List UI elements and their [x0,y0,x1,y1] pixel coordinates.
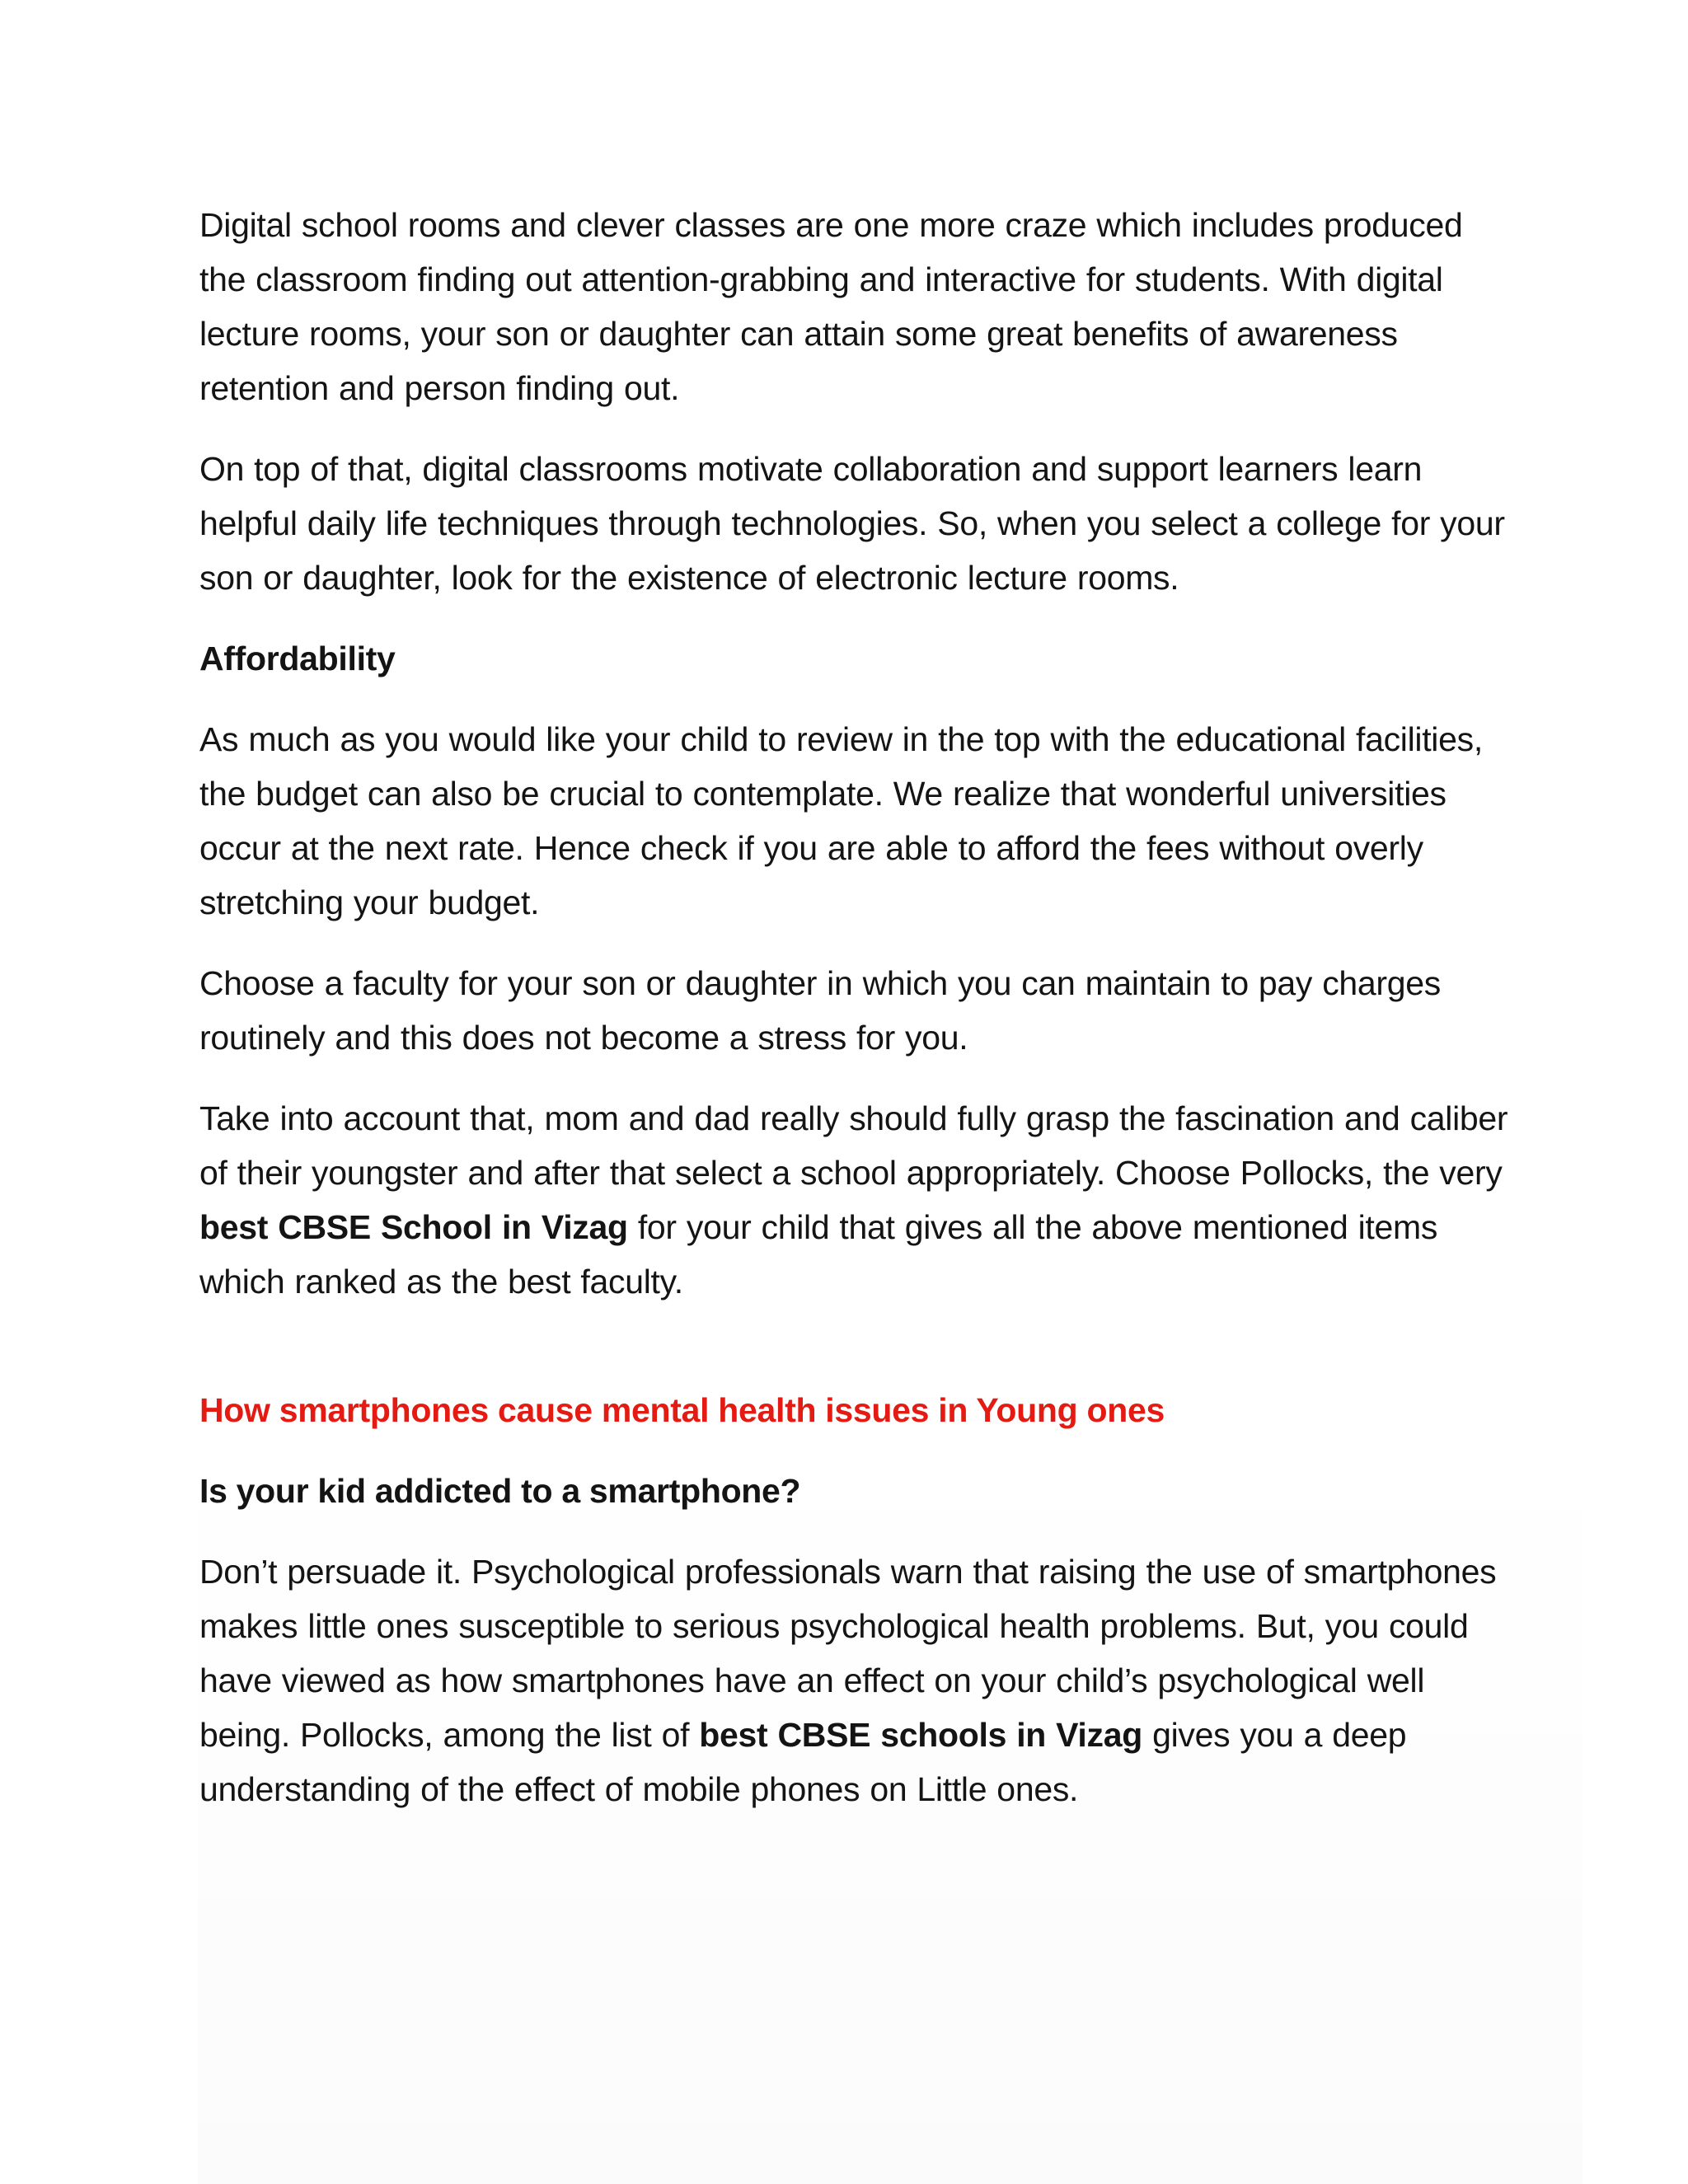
best-cbse-school-vizag-emphasis: best CBSE School in Vizag [199,1208,628,1246]
paragraph-smartphone-effects [199,1544,1510,1816]
paragraph-choose-pollocks [199,1091,1510,1309]
paragraph-digital-classrooms: Digital school rooms and clever classes are one more craze which includes produced the classroom finding out attention-grabbing and interactive for students. With digital lecture rooms, your son or daughter can attain some great benefits of awareness retention and person finding out. [199,206,1463,407]
paragraph-smartphone-effects-text-2: gives you a deep understanding of the effect of mobile phones on Little ones. [199,1716,1407,1808]
best-cbse-schools-vizag-emphasis: best CBSE schools in Vizag [699,1716,1142,1754]
subheading-smartphone-addiction: Is your kid addicted to a smartphone? [199,1472,801,1510]
paragraph-choose-pollocks-text-1: Take into account that, mom and dad really should fully grasp the fascination and caliber of their youngster and after that select a school appropriately. Choose Pollocks, the very [199,1099,1508,1192]
paragraph-smartphone-effects-text-1: Don’t persuade it. Psychological professionals warn that raising the use of smartphones makes little ones susceptible to serious psychological health problems. But, you could have viewed as how smartphones have an effect on your child’s psychological well being. Pollocks, among the list of [199,1553,1497,1754]
heading-affordability: Affordability [199,640,396,677]
paragraph-collaboration: On top of that, digital classrooms motivate collaboration and support learners learn helpful daily life techniques through technologies. So, when you select a college for your son or daughter, look for the existence of electronic lecture rooms. [199,450,1505,597]
paragraph-budget: As much as you would like your child to review in the top with the educational facilities, the budget can also be crucial to contemplate. We realize that wonderful universities occur at the next rate. Hence check if you are able to afford the fees without overly stretching your budget. [199,720,1483,921]
paragraph-choose-pollocks-text-2: for your child that gives all the above mentioned items which ranked as the best faculty. [199,1208,1438,1301]
paragraph-choose-faculty: Choose a faculty for your son or daughter in which you can maintain to pay charges routinely and this does not become a stress for you. [199,964,1441,1057]
section-title-smartphones: How smartphones cause mental health issues in Young ones [199,1391,1165,1429]
document-body [199,198,1510,1843]
